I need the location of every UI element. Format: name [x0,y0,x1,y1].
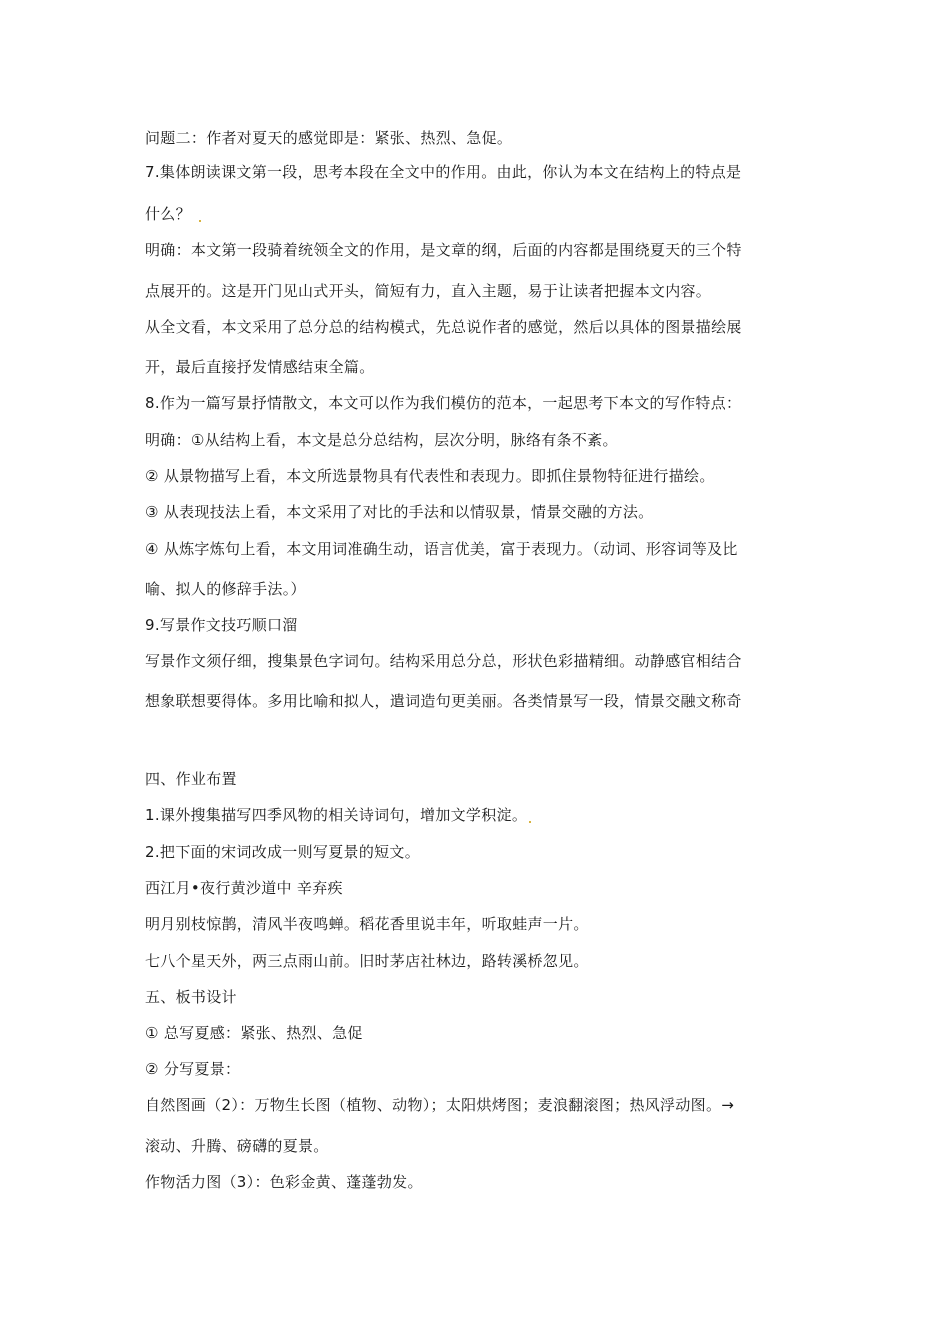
board-nature-line-2: 滚动、升腾、磅礴的夏景。 [145,1137,329,1155]
homework-1-text: 1.课外搜集描写四季风物的相关诗词句，增加文学积淀。 [145,806,528,824]
poem-title: 西江月•夜行黄沙道中 辛弃疾 [145,879,343,897]
structure-line-1: 从全文看，本文采用了总分总的结构模式，先总说作者的感觉，然后以具体的图景描绘展 [145,318,742,336]
feature-4-line-1: ④ 从炼字炼句上看，本文用词准确生动，语言优美，富于表现力。（动词、形容词等及比 [145,540,738,558]
feature-1: 明确：①从结构上看，本文是总分总结构，层次分明，脉络有条不紊。 [145,431,618,449]
clarify-line-2: 点展开的。这是开门见山式开头，简短有力，直入主题，易于让读者把握本文内容。 [145,282,712,300]
question-7-line-2 [145,204,201,224]
board-item-2: ② 分写夏景： [145,1060,241,1078]
clarify-line-1: 明确：本文第一段骑着统领全文的作用，是文章的纲，后面的内容都是围绕夏天的三个特 [145,241,742,259]
rhyme-line-2: 想象联想要得体。多用比喻和拟人，遣词造句更美丽。各类情景写一段，情景交融文称奇 [145,692,742,710]
feature-4-line-2: 喻、拟人的修辞手法。） [145,580,306,598]
homework-1 [145,805,531,825]
board-item-1: ① 总写夏感：紧张、热烈、急促 [145,1024,363,1042]
feature-2: ② 从景物描写上看，本文所选景物具有代表性和表现力。即抓住景物特征进行描绘。 [145,467,715,485]
poem-line-2: 七八个星天外，两三点雨山前。旧时茅店社林边，路转溪桥忽见。 [145,952,589,970]
rhyme-line-1: 写景作文须仔细，搜集景色字词句。结构采用总分总，形状色彩描精细。动静感官相结合 [145,652,742,670]
board-nature-line-1: 自然图画（2）：万物生长图（植物、动物）；太阳烘烤图；麦浪翻滚图；热风浮动图。→ [145,1096,735,1114]
stray-mark [529,821,531,823]
question-9: 9.写景作文技巧顺口溜 [145,616,298,634]
stray-mark [199,220,201,222]
section-board-heading: 五、板书设计 [145,988,237,1006]
question-two-answer: 问题二：作者对夏天的感觉即是：紧张、热烈、急促。 [145,129,513,147]
board-crops-line: 作物活力图（3）：色彩金黄、蓬蓬勃发。 [145,1173,423,1191]
question-7-line-2-text: 什么？ [145,205,191,223]
question-8: 8.作为一篇写景抒情散文，本文可以作为我们模仿的范本，一起思考下本文的写作特点： [145,394,742,412]
feature-3: ③ 从表现技法上看，本文采用了对比的手法和以情驭景，情景交融的方法。 [145,503,654,521]
structure-line-2: 开，最后直接抒发情感结束全篇。 [145,358,375,376]
homework-2: 2.把下面的宋词改成一则写夏景的短文。 [145,843,421,861]
poem-line-1: 明月别枝惊鹊，清风半夜鸣蝉。稻花香里说丰年，听取蛙声一片。 [145,915,589,933]
question-7-line-1: 7.集体朗读课文第一段，思考本段在全文中的作用。由此，你认为本文在结构上的特点是 [145,163,742,181]
section-homework-heading: 四、作业布置 [145,770,237,788]
